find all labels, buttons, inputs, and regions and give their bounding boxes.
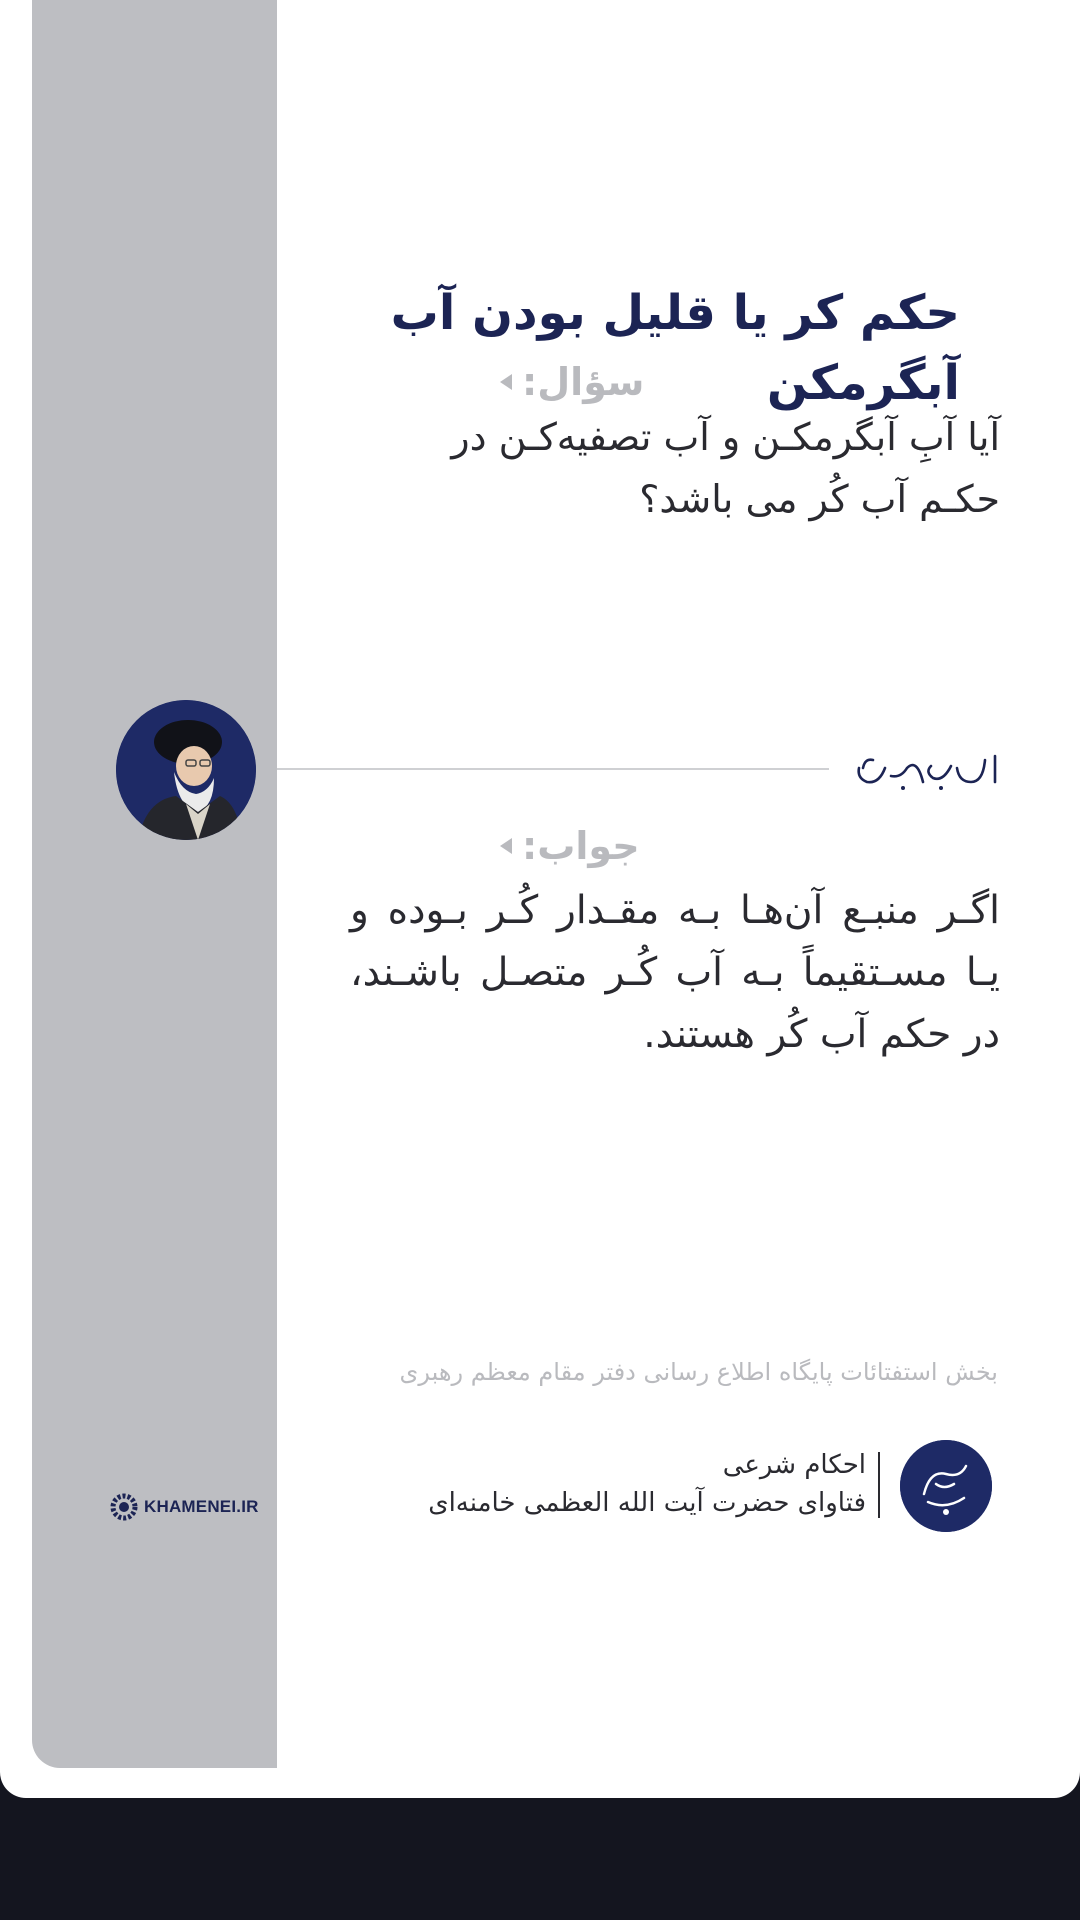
divider-line — [277, 768, 829, 770]
question-label — [500, 354, 1000, 410]
site-logo-text: KHAMENEI.IR — [144, 1497, 259, 1516]
source-note: بخش استفتائات پایگاه اطلاع رسانی دفتر مقام معظم رهبری — [399, 1358, 998, 1386]
avatar — [116, 700, 256, 840]
triangle-left-icon — [500, 838, 512, 854]
answer-text: اگـر منبـع آن‌هـا بـه مقـدار کُـر بـوده و یـا مسـتقیماً بـه آب کُـر متصـل باشـند، در حکم آب کُر هستند. — [350, 888, 1000, 1057]
question-label-text: سؤال: — [522, 360, 645, 404]
triangle-left-icon — [500, 374, 512, 390]
side-panel — [32, 0, 277, 1768]
footer-separator — [878, 1452, 880, 1518]
basmala-calligraphy — [845, 738, 1005, 798]
page-title: حکم کر یا قلیل بودن آب آبگرمکن — [390, 285, 960, 411]
answer-label — [500, 818, 1000, 874]
avatar-portrait-icon — [116, 700, 256, 840]
footer-logo — [900, 1440, 992, 1532]
site-logo — [108, 1490, 268, 1524]
answer-label-text: جواب: — [522, 824, 640, 868]
gear-emblem-icon — [108, 1491, 140, 1523]
question-text: آیا آبِ آبگرمکـن و آب تصفیه‌کـن در حکـم آب کُر می باشد؟ — [451, 415, 1000, 521]
footer-text — [400, 1446, 866, 1522]
footer-line-1: احکام شرعی — [722, 1450, 866, 1480]
footer-line-2: فتاوای حضرت آیت الله العظمی خامنه‌ای — [428, 1488, 866, 1518]
ahkam-seal-icon — [900, 1440, 992, 1532]
